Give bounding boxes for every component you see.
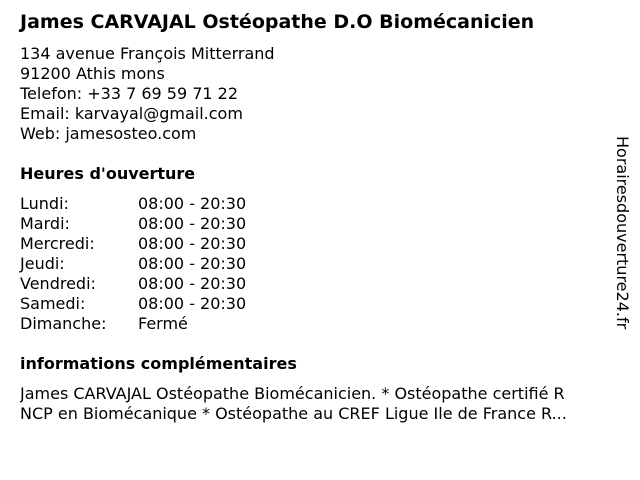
hours-row [20,314,246,334]
hours-row [20,274,246,294]
day-hours: 08:00 - 20:30 [138,274,247,293]
hours-row [20,254,246,274]
day-hours: 08:00 - 20:30 [138,194,247,213]
day-hours: 08:00 - 20:30 [138,234,247,253]
day-label: Lundi: [20,194,69,213]
hours-row [20,214,246,234]
hours-row [20,194,246,214]
opening-hours-table [20,194,246,334]
hours-heading: Heures d'ouverture [20,164,196,183]
info-line: NCP en Biomécanique * Ostéopathe au CREF Ligue Ile de France R... [20,404,567,423]
info-heading: informations complémentaires [20,354,297,373]
website: Web: jamesosteo.com [20,124,197,143]
contact-block [20,44,275,144]
day-hours: 08:00 - 20:30 [138,254,247,273]
day-label: Mardi: [20,214,70,233]
day-label: Dimanche: [20,314,107,333]
email-address: Email: karvayal@gmail.com [20,104,243,123]
day-hours: 08:00 - 20:30 [138,214,247,233]
day-label: Jeudi: [20,254,65,273]
phone-number: Telefon: +33 7 69 59 71 22 [20,84,239,103]
business-title: James CARVAJAL Ostéopathe D.O Biomécanicien [20,11,535,33]
city-postal: 91200 Athis mons [20,64,165,83]
site-watermark [612,136,632,346]
day-hours: 08:00 - 20:30 [138,294,247,313]
day-label: Samedi: [20,294,86,313]
watermark-text: Horairesdouverture24.fr [613,136,632,330]
day-label: Vendredi: [20,274,96,293]
day-label: Mercredi: [20,234,95,253]
hours-row [20,294,246,314]
info-description [20,384,620,424]
street-address: 134 avenue François Mitterrand [20,44,275,63]
hours-row [20,234,246,254]
info-line: James CARVAJAL Ostéopathe Biomécanicien. * Ostéopathe certifié R [20,384,565,403]
day-hours: Fermé [138,314,188,333]
